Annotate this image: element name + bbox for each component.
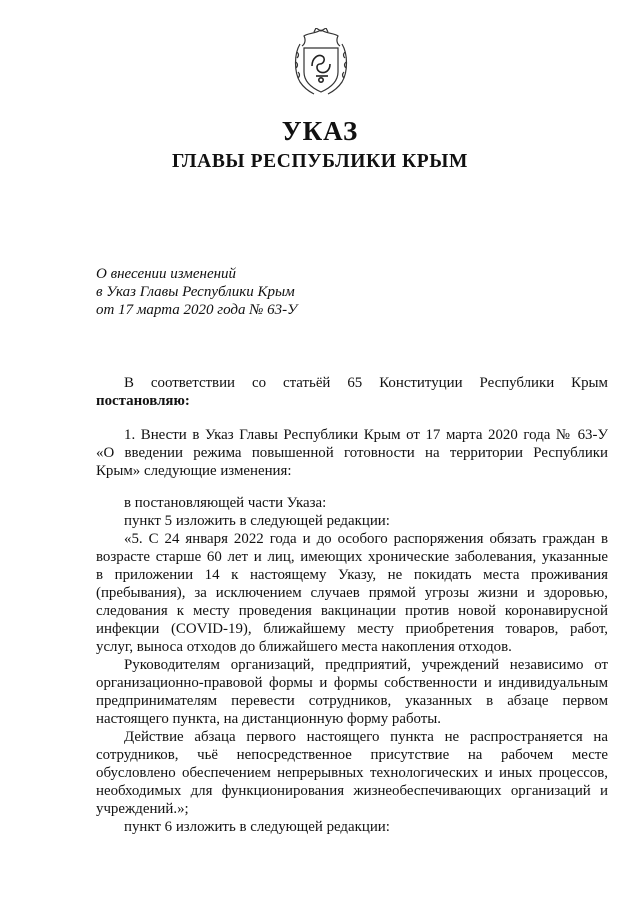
body-line: необходимых для функционирования жизнеобеспечивающих организаций и (96, 783, 608, 799)
body-line: В соответствии со статьёй 65 Конституции Республики Крым (124, 375, 608, 391)
document-title: УКАЗ (281, 116, 359, 146)
subject-line: от 17 марта 2020 года № 63-У (96, 302, 298, 318)
body-line: в постановляющей части Указа: (124, 495, 327, 511)
body-line: инфекции (COVID-19), ближайшему месту приобретения товаров, работ, (96, 621, 608, 637)
body-line: сотрудников, чьё непосредственное присутствие на рабочем месте (96, 747, 608, 763)
body-line: Руководителям организаций, предприятий, учреждений независимо от (124, 657, 608, 673)
body-line: предпринимателям перевести сотрудников, указанных в абзаце первом (96, 693, 608, 709)
body-line: настоящего пункта, на дистанционную форму работы. (96, 711, 442, 727)
body-line: пункт 5 изложить в следующей редакции: (124, 513, 390, 529)
decree-keyword: постановляю: (96, 393, 190, 409)
body-line: пункт 6 изложить в следующей редакции: (124, 819, 390, 835)
body-line: «5. С 24 января 2022 года и до особого распоряжения обязать граждан в (124, 531, 608, 547)
body-line: 1. Внести в Указ Главы Республики Крым от 17 марта 2020 года № 63-У (124, 427, 608, 443)
document-body (96, 374, 608, 836)
body-line: «О введении режима повышенной готовности на территории Республики (96, 445, 608, 461)
subject-line: О внесении изменений (96, 266, 237, 282)
crimea-coat-of-arms-icon (290, 28, 352, 96)
body-line: обусловлено обеспечением непрерывных технологических и иных процессов, (96, 765, 608, 781)
body-line: (пребывания), за исключением случаев прямой угрозы жизни и здоровью, (96, 585, 608, 601)
body-line: в приложении 14 к настоящему Указу, не покидать места проживания (96, 567, 608, 583)
document-subtitle: ГЛАВЫ РЕСПУБЛИКИ КРЫМ (171, 151, 469, 172)
body-line: учреждений.»; (96, 801, 189, 817)
body-line: возрасте старше 60 лет и лиц, имеющих хронические заболевания, указанные (96, 549, 608, 565)
body-line: услуг, выноса отходов до ближайшего места накопления отходов. (96, 639, 512, 655)
body-line: организационно-правовой формы и формы собственности и индивидуальным (96, 675, 608, 691)
body-line: Крым» следующие изменения: (96, 463, 292, 479)
document-subject (96, 265, 297, 319)
body-line: Действие абзаца первого настоящего пункта не распространяется на (124, 729, 608, 745)
body-line (96, 392, 608, 410)
subject-line: в Указ Главы Республики Крым (96, 284, 295, 300)
body-line: следования к месту проведения вакцинации против новой коронавирусной (96, 603, 608, 619)
